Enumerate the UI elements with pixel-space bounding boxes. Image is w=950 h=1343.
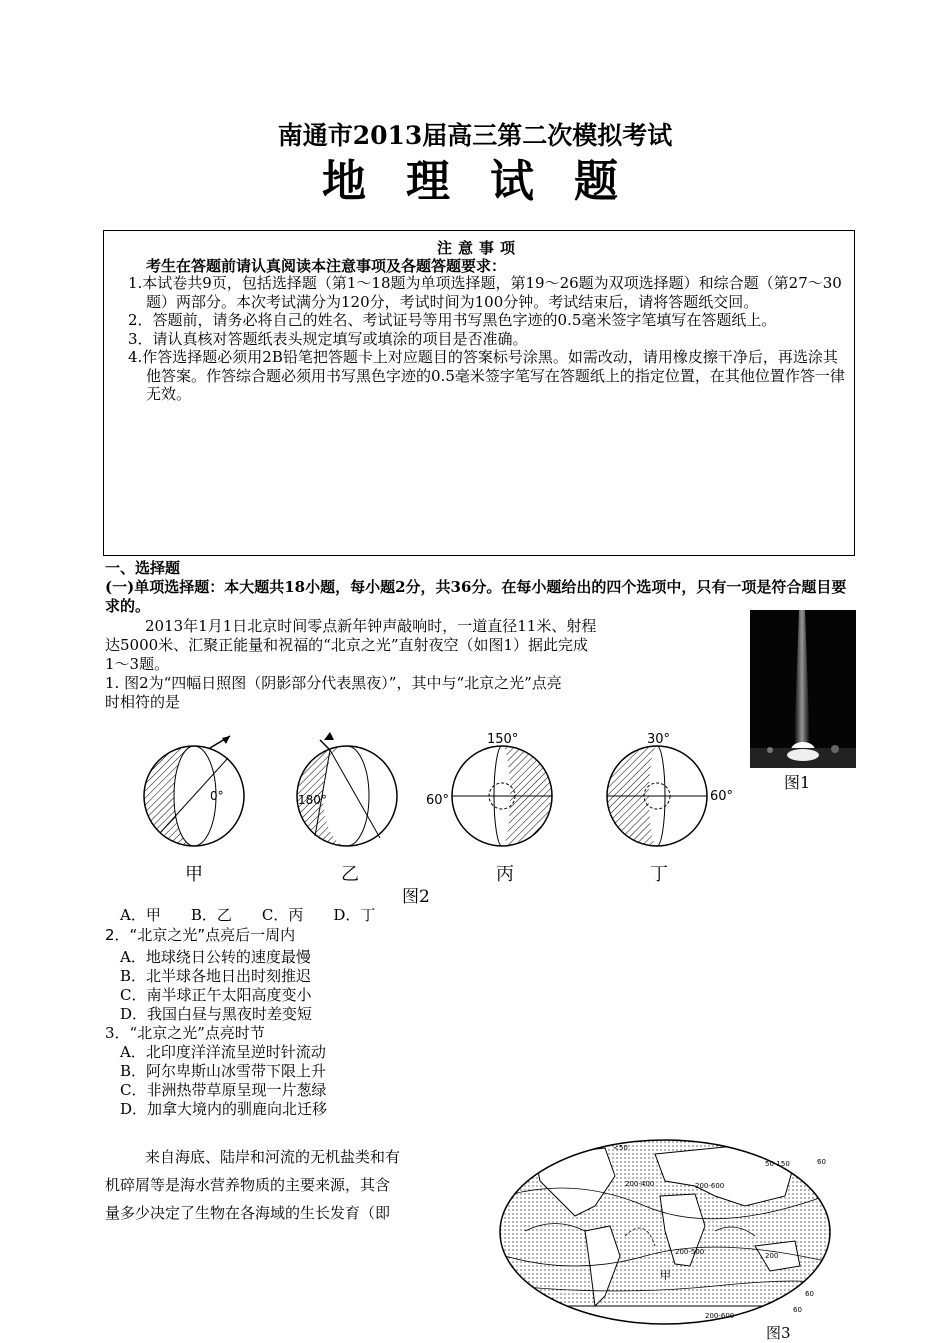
map-label: 200-600 xyxy=(695,1182,725,1190)
map-label: 200-400 xyxy=(625,1180,655,1188)
globe-yi xyxy=(297,732,397,846)
map-label: 200-500 xyxy=(675,1248,705,1256)
bing-top-label: 150° xyxy=(487,732,519,747)
beijing-light-photo xyxy=(750,610,856,768)
bing-side-label: 60° xyxy=(426,793,450,808)
figure3-map xyxy=(495,1136,835,1328)
intro-line-2: 达5000米、汇聚正能量和祝福的“北京之光”直射夜空（如图1）据此完成 xyxy=(105,636,589,654)
q2-option-a: A．地球绕日公转的速度最慢 xyxy=(120,948,311,966)
exam-title: 南通市2013届高三第二次模拟考试 xyxy=(277,121,673,150)
q2-option-c: C．南半球正午太阳高度变小 xyxy=(120,986,312,1004)
map-label: 50-150 xyxy=(765,1160,790,1168)
ding-side-label: 60° xyxy=(710,789,734,804)
q3-stem: 3．“北京之光”点亮时节 xyxy=(105,1024,265,1042)
map-label: 200 xyxy=(765,1252,779,1260)
figure2-caption: 图2 xyxy=(402,887,430,907)
intro-line-1: 2013年1月1日北京时间零点新年钟声敲响时，一道直径11米、射程 xyxy=(145,617,597,635)
passage-line-2: 机碎屑等是海水营养物质的主要来源，其含 xyxy=(105,1176,391,1194)
subject-title: 地理试题 xyxy=(322,156,658,207)
q2-option-b: B．北半球各地日出时刻推迟 xyxy=(120,967,312,985)
map-label: <50 xyxy=(613,1144,628,1152)
map-label: 60 xyxy=(817,1158,826,1166)
globe-jia xyxy=(144,736,244,846)
notice-item: 4.作答选择题必须用2B铅笔把答题卡上对应题目的答案标号涂黑。如需改动，请用橡皮擦干净后，再选涂其他答案。作答综合题必须用书写黑色字迹的0.5毫米签字笔写在答题纸上的指定位置，在其他位置作答一律无效。 xyxy=(128,348,845,403)
passage-line-3: 量多少决定了生物在各海域的生长发育（即 xyxy=(105,1204,391,1222)
section-heading: 一、选择题 xyxy=(105,559,181,577)
notice-item: 2．答题前，请务必将自己的姓名、考试证号等用书写黑色字迹的0.5毫米签字笔填写在答题纸上。 xyxy=(128,311,777,329)
globe-bing xyxy=(426,732,552,846)
map-label: 200-600 xyxy=(705,1312,735,1320)
jia-meridian-label: 0° xyxy=(210,789,224,803)
notice-item: 3．请认真核对答题纸表头规定填写或填涂的项目是否准确。 xyxy=(128,329,528,348)
q3-option-b: B．阿尔卑斯山冰雪带下限上升 xyxy=(120,1062,327,1080)
map-label: 60 xyxy=(805,1290,814,1298)
passage-line-1: 来自海底、陆岸和河流的无机盐类和有 xyxy=(145,1148,401,1166)
q2-option-d: D．我国白昼与黑夜时差变短 xyxy=(120,1005,313,1023)
globe-label-jia: 甲 xyxy=(185,864,203,885)
q3-option-a: A．北印度洋洋流呈逆时针流动 xyxy=(120,1043,326,1061)
notice-item: 1.本试卷共9页，包括选择题（第1～18题为单项选择题，第19～26题为双项选择题）和综合题（第27～30题）两部分。本次考试满分为120分，考试时间为100分钟。考试结束后，请将答题纸交回。 xyxy=(128,274,842,311)
globe-label-ding: 丁 xyxy=(650,864,668,885)
notice-box xyxy=(103,230,855,556)
map-label: 60 xyxy=(793,1306,802,1314)
figure3-caption: 图3 xyxy=(766,1324,791,1342)
q1-options: A．甲 B．乙 C．丙 D．丁 xyxy=(120,906,376,924)
q2-stem: 2．“北京之光”点亮后一周内 xyxy=(105,926,296,944)
intro-line-3: 1～3题。 xyxy=(105,655,170,673)
figure1-caption: 图1 xyxy=(784,773,811,792)
ding-top-label: 30° xyxy=(647,732,671,747)
figure2-diagram xyxy=(130,728,750,858)
notice-lead: 考生在答题前请认真阅读本注意事项及各题答题要求： xyxy=(146,257,507,275)
yi-meridian-label: 180° xyxy=(298,793,327,807)
q3-option-c: C．非洲热带草原呈现一片葱绿 xyxy=(120,1081,327,1099)
notice-list xyxy=(118,274,846,404)
map-label-jia: 甲 xyxy=(660,1269,671,1282)
q1-stem-2: 时相符的是 xyxy=(105,693,181,711)
q1-stem-1: 1. 图2为“四幅日照图（阴影部分代表黑夜）”，其中与“北京之光”点亮 xyxy=(105,674,562,692)
globe-ding xyxy=(607,732,733,846)
globe-label-yi: 乙 xyxy=(341,864,359,885)
notice-title: 注意事项 xyxy=(436,239,521,257)
globe-label-bing: 丙 xyxy=(496,864,514,885)
section-subheading: (一)单项选择题：本大题共18小题，每小题2分，共36分。在每小题给出的四个选项中，只有一项是符合题目要求的。 xyxy=(105,578,847,615)
q3-option-d: D．加拿大境内的驯鹿向北迁移 xyxy=(120,1100,328,1118)
